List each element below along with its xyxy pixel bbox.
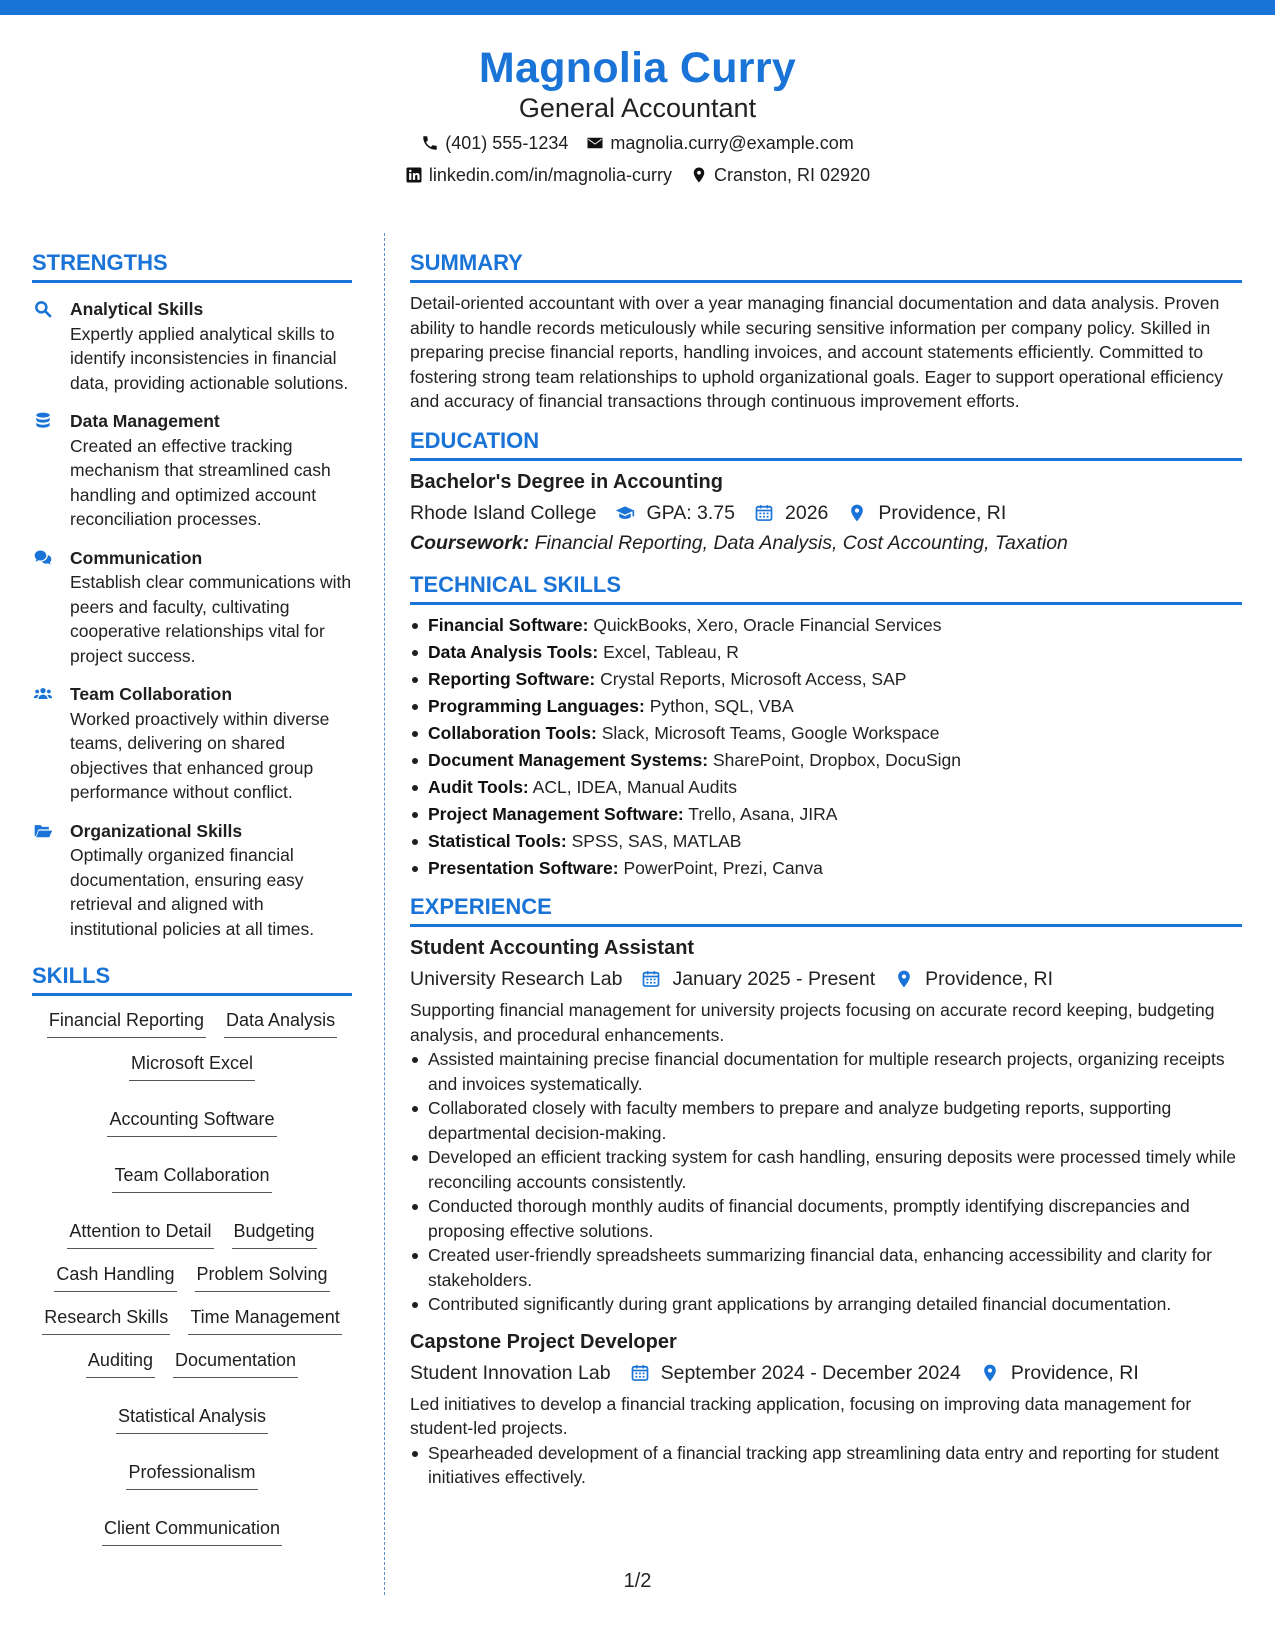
strength-item xyxy=(32,546,352,669)
tech-value: Excel, Tableau, R xyxy=(603,641,739,662)
coursework xyxy=(410,530,1242,556)
calendar-icon xyxy=(640,969,662,989)
phone-number: (401) 555-1234 xyxy=(445,133,569,153)
tech-label: Data Analysis Tools: xyxy=(428,641,599,662)
job-dates: January 2025 - Present xyxy=(672,968,876,990)
location-contact xyxy=(690,163,870,187)
job-title: Capstone Project Developer xyxy=(410,1330,677,1353)
tech-label: Programming Languages: xyxy=(428,695,645,716)
graduation-cap-icon xyxy=(614,503,636,523)
job-bullets xyxy=(410,1047,1242,1317)
experience-section xyxy=(410,894,1242,1490)
strength-item xyxy=(32,409,352,532)
skill-tag: Team Collaboration xyxy=(112,1163,271,1193)
strength-desc: Worked proactively within diverse teams, delivering on shared objectives that enhanced group performance without conflict. xyxy=(70,708,330,802)
skill-tag: Statistical Analysis xyxy=(116,1404,268,1434)
job-location: Providence, RI xyxy=(1010,1361,1139,1384)
gpa: GPA: 3.75 xyxy=(646,501,735,524)
list-item xyxy=(410,613,1242,638)
map-marker-icon xyxy=(893,969,915,989)
skill-tag: Professionalism xyxy=(126,1460,257,1490)
job-meta xyxy=(410,966,1242,992)
list-item xyxy=(410,640,1242,665)
skill-tag: Cash Handling xyxy=(54,1262,176,1292)
coursework-list: Financial Reporting, Data Analysis, Cost Accounting, Taxation xyxy=(534,531,1068,554)
skills-tag-list xyxy=(32,1008,352,1546)
technical-skills-section xyxy=(410,572,1242,881)
skills-heading: SKILLS xyxy=(32,963,352,996)
skill-tag: Time Management xyxy=(188,1305,341,1335)
tech-value: ACL, IDEA, Manual Audits xyxy=(532,776,737,797)
map-marker-icon xyxy=(690,166,708,184)
list-item xyxy=(410,802,1242,827)
list-item xyxy=(410,667,1242,692)
tech-value: SharePoint, Dropbox, DocuSign xyxy=(712,749,962,770)
users-icon xyxy=(32,684,54,704)
strength-item xyxy=(32,819,352,942)
technical-skills-heading: TECHNICAL SKILLS xyxy=(410,572,1242,605)
contact-row-1 xyxy=(0,131,1275,155)
linkedin-url: linkedin.com/in/magnolia-curry xyxy=(428,165,672,185)
tech-value: Crystal Reports, Microsoft Access, SAP xyxy=(600,668,907,689)
list-item xyxy=(410,748,1242,773)
folder-open-icon xyxy=(32,821,54,841)
degree-title: Bachelor's Degree in Accounting xyxy=(410,470,723,493)
location-text: Cranston, RI 02920 xyxy=(714,165,871,185)
strength-title: Data Management xyxy=(70,411,220,431)
tech-label: Financial Software: xyxy=(428,614,589,635)
tech-label: Presentation Software: xyxy=(428,857,619,878)
strength-desc: Created an effective tracking mechanism that streamlined cash handling and optimized account reconciliation processes. xyxy=(70,435,331,529)
email-address: magnolia.curry@example.com xyxy=(610,133,854,153)
tech-label: Statistical Tools: xyxy=(428,830,567,851)
phone-contact[interactable] xyxy=(421,131,568,155)
top-accent-bar xyxy=(0,0,1275,15)
list-item: Collaborated closely with faculty members to prepare and analyze budgeting reports, supporting departmental decision-making. xyxy=(410,1096,1242,1145)
tech-label: Audit Tools: xyxy=(428,776,529,797)
summary-heading: SUMMARY xyxy=(410,250,1242,283)
resume-header xyxy=(0,40,1275,187)
list-item xyxy=(410,775,1242,800)
skill-tag: Problem Solving xyxy=(195,1262,330,1292)
skill-tag: Microsoft Excel xyxy=(129,1051,255,1081)
tech-label: Project Management Software: xyxy=(428,803,684,824)
skill-tag: Auditing xyxy=(86,1348,155,1378)
tech-label: Reporting Software: xyxy=(428,668,596,689)
school-name: Rhode Island College xyxy=(410,501,597,524)
graduation-year: 2026 xyxy=(785,501,829,524)
strength-title: Organizational Skills xyxy=(70,820,243,841)
job-description: Led initiatives to develop a financial tracking application, focusing on improving data management for student-led projects. xyxy=(410,1393,1192,1438)
calendar-icon xyxy=(753,503,775,523)
strength-title: Analytical Skills xyxy=(70,299,204,319)
strengths-heading: STRENGTHS xyxy=(32,250,352,283)
list-item xyxy=(410,694,1242,719)
job-meta xyxy=(410,1360,1242,1386)
candidate-name: Magnolia Curry xyxy=(478,44,797,92)
education-meta xyxy=(410,500,1242,526)
strength-desc: Optimally organized financial documentation, ensuring easy retrieval and aligned with institutional policies at all times. xyxy=(70,845,315,939)
skill-tag: Attention to Detail xyxy=(67,1219,213,1249)
tech-value: Slack, Microsoft Teams, Google Workspace xyxy=(601,722,940,743)
tech-value: SPSS, SAS, MATLAB xyxy=(571,830,742,851)
database-icon xyxy=(32,411,54,431)
coursework-label: Coursework: xyxy=(410,531,530,554)
column-divider xyxy=(384,233,385,1595)
list-item: Assisted maintaining precise financial documentation for multiple research projects, organizing receipts and invoices systematically. xyxy=(410,1047,1242,1096)
skill-tag: Financial Reporting xyxy=(47,1008,206,1038)
list-item xyxy=(410,721,1242,746)
skill-tag: Research Skills xyxy=(42,1305,170,1335)
calendar-icon xyxy=(629,1363,651,1383)
search-icon xyxy=(32,299,54,319)
job-org: University Research Lab xyxy=(410,968,623,990)
education-section xyxy=(410,428,1242,556)
phone-icon xyxy=(421,134,439,152)
job-title: Student Accounting Assistant xyxy=(410,937,695,959)
job-title-heading: General Accountant xyxy=(518,93,757,123)
strength-title: Team Collaboration xyxy=(70,684,233,704)
education-heading: EDUCATION xyxy=(410,428,1242,461)
job-description: Supporting financial management for university projects focusing on accurate record keeping, budgeting analysis, and procedural enhancements. xyxy=(410,1000,1215,1045)
skill-tag: Client Communication xyxy=(102,1516,282,1546)
job-dates: September 2024 - December 2024 xyxy=(660,1361,961,1384)
job-bullets xyxy=(410,1441,1242,1490)
linkedin-icon xyxy=(405,166,423,184)
summary-text: Detail-oriented accountant with over a year managing financial documentation and data analysis. Proven ability to handle records meticulously while securing sensitive information per company policy. Skilled in preparing precise financial reports, handling invoices, and account statements efficiently. Committed to fostering strong team relationships to uphold organizational goals. Eager to support operational efficiency and accuracy of financial transactions through continuous improvement efforts. xyxy=(410,293,1223,411)
strength-title: Communication xyxy=(70,547,203,568)
list-item: Developed an efficient tracking system for cash handling, ensuring deposits were processed timely while reconciling accounts consistently. xyxy=(410,1145,1242,1194)
job-entry xyxy=(410,1329,1242,1490)
contact-row-2 xyxy=(0,163,1275,187)
envelope-icon xyxy=(586,134,604,152)
list-item: Contributed significantly during grant applications by arranging detailed financial documentation. xyxy=(410,1292,1242,1317)
left-column xyxy=(32,250,352,1546)
skill-tag: Data Analysis xyxy=(224,1008,337,1038)
strength-desc: Expertly applied analytical skills to identify inconsistencies in financial data, providing actionable solutions. xyxy=(70,323,349,393)
tech-value: Trello, Asana, JIRA xyxy=(688,803,838,824)
list-item: Conducted thorough monthly audits of financial documents, promptly identifying discrepancies and proposing effective solutions. xyxy=(410,1194,1242,1243)
tech-label: Collaboration Tools: xyxy=(428,722,597,743)
comments-icon xyxy=(32,548,54,568)
skill-tag: Accounting Software xyxy=(107,1107,276,1137)
map-marker-icon xyxy=(846,503,868,523)
job-location: Providence, RI xyxy=(925,968,1054,990)
skill-tag: Documentation xyxy=(173,1348,298,1378)
list-item: Spearheaded development of a financial tracking app streamlining data entry and reporting for student initiatives effectively. xyxy=(410,1441,1242,1490)
tech-label: Document Management Systems: xyxy=(428,749,709,770)
email-contact[interactable] xyxy=(586,131,853,155)
strength-item xyxy=(32,682,352,805)
map-marker-icon xyxy=(979,1363,1001,1383)
list-item xyxy=(410,829,1242,854)
right-column xyxy=(410,250,1242,1490)
tech-value: QuickBooks, Xero, Oracle Financial Services xyxy=(593,614,942,635)
list-item: Created user-friendly spreadsheets summarizing financial data, enhancing accessibility and clarity for stakeholders. xyxy=(410,1243,1242,1292)
technical-skills-list xyxy=(410,613,1242,881)
strength-item xyxy=(32,297,352,395)
linkedin-contact[interactable] xyxy=(405,163,672,187)
page-number: 1/2 xyxy=(623,1570,652,1592)
skill-tag: Budgeting xyxy=(232,1219,317,1249)
experience-heading: EXPERIENCE xyxy=(410,894,1242,927)
job-org: Student Innovation Lab xyxy=(410,1361,611,1384)
list-item xyxy=(410,856,1242,881)
job-entry xyxy=(410,935,1242,1317)
tech-value: PowerPoint, Prezi, Canva xyxy=(623,857,823,878)
school-location: Providence, RI xyxy=(878,501,1007,524)
tech-value: Python, SQL, VBA xyxy=(649,695,794,716)
strength-desc: Establish clear communications with peers and faculty, cultivating cooperative relationships vital for project success. xyxy=(70,572,352,666)
